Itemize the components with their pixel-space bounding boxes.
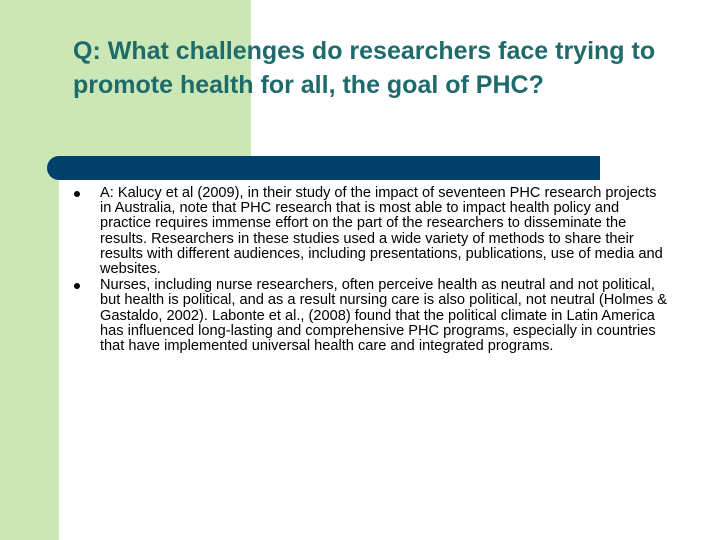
bullet-dot-icon [74, 191, 80, 197]
bullet-item-answer [68, 186, 668, 277]
bullet-dot-icon [74, 283, 80, 289]
bullet-text: Nurses, including nurse researchers, often perceive health as neutral and not political, but health is political, and as a result nursing care is also political, not neutral (Holmes & Gastaldo, 2002). Labonte et al., (2008) found that the political climate in Latin America has influenced long-lasting and comprehensive PHC programs, especially in countries that have implemented universal health care and integrated programs. [100, 277, 668, 355]
divider-bar [59, 156, 600, 180]
bullet-item-nurses [68, 278, 668, 354]
bullet-list [68, 186, 668, 355]
slide-title: Q: What challenges do researchers face trying to promote health for all, the goal of PHC? [73, 37, 656, 99]
bullet-text: A: Kalucy et al (2009), in their study of the impact of seventeen PHC research projects in Australia, note that PHC research that is most able to impact health policy and practice requires immense effort on the part of the researchers to disseminate the results. Researchers in these studies used a wide variety of methods to share their results with different audiences, including presentations, publications, use of media and websites. [100, 185, 663, 278]
